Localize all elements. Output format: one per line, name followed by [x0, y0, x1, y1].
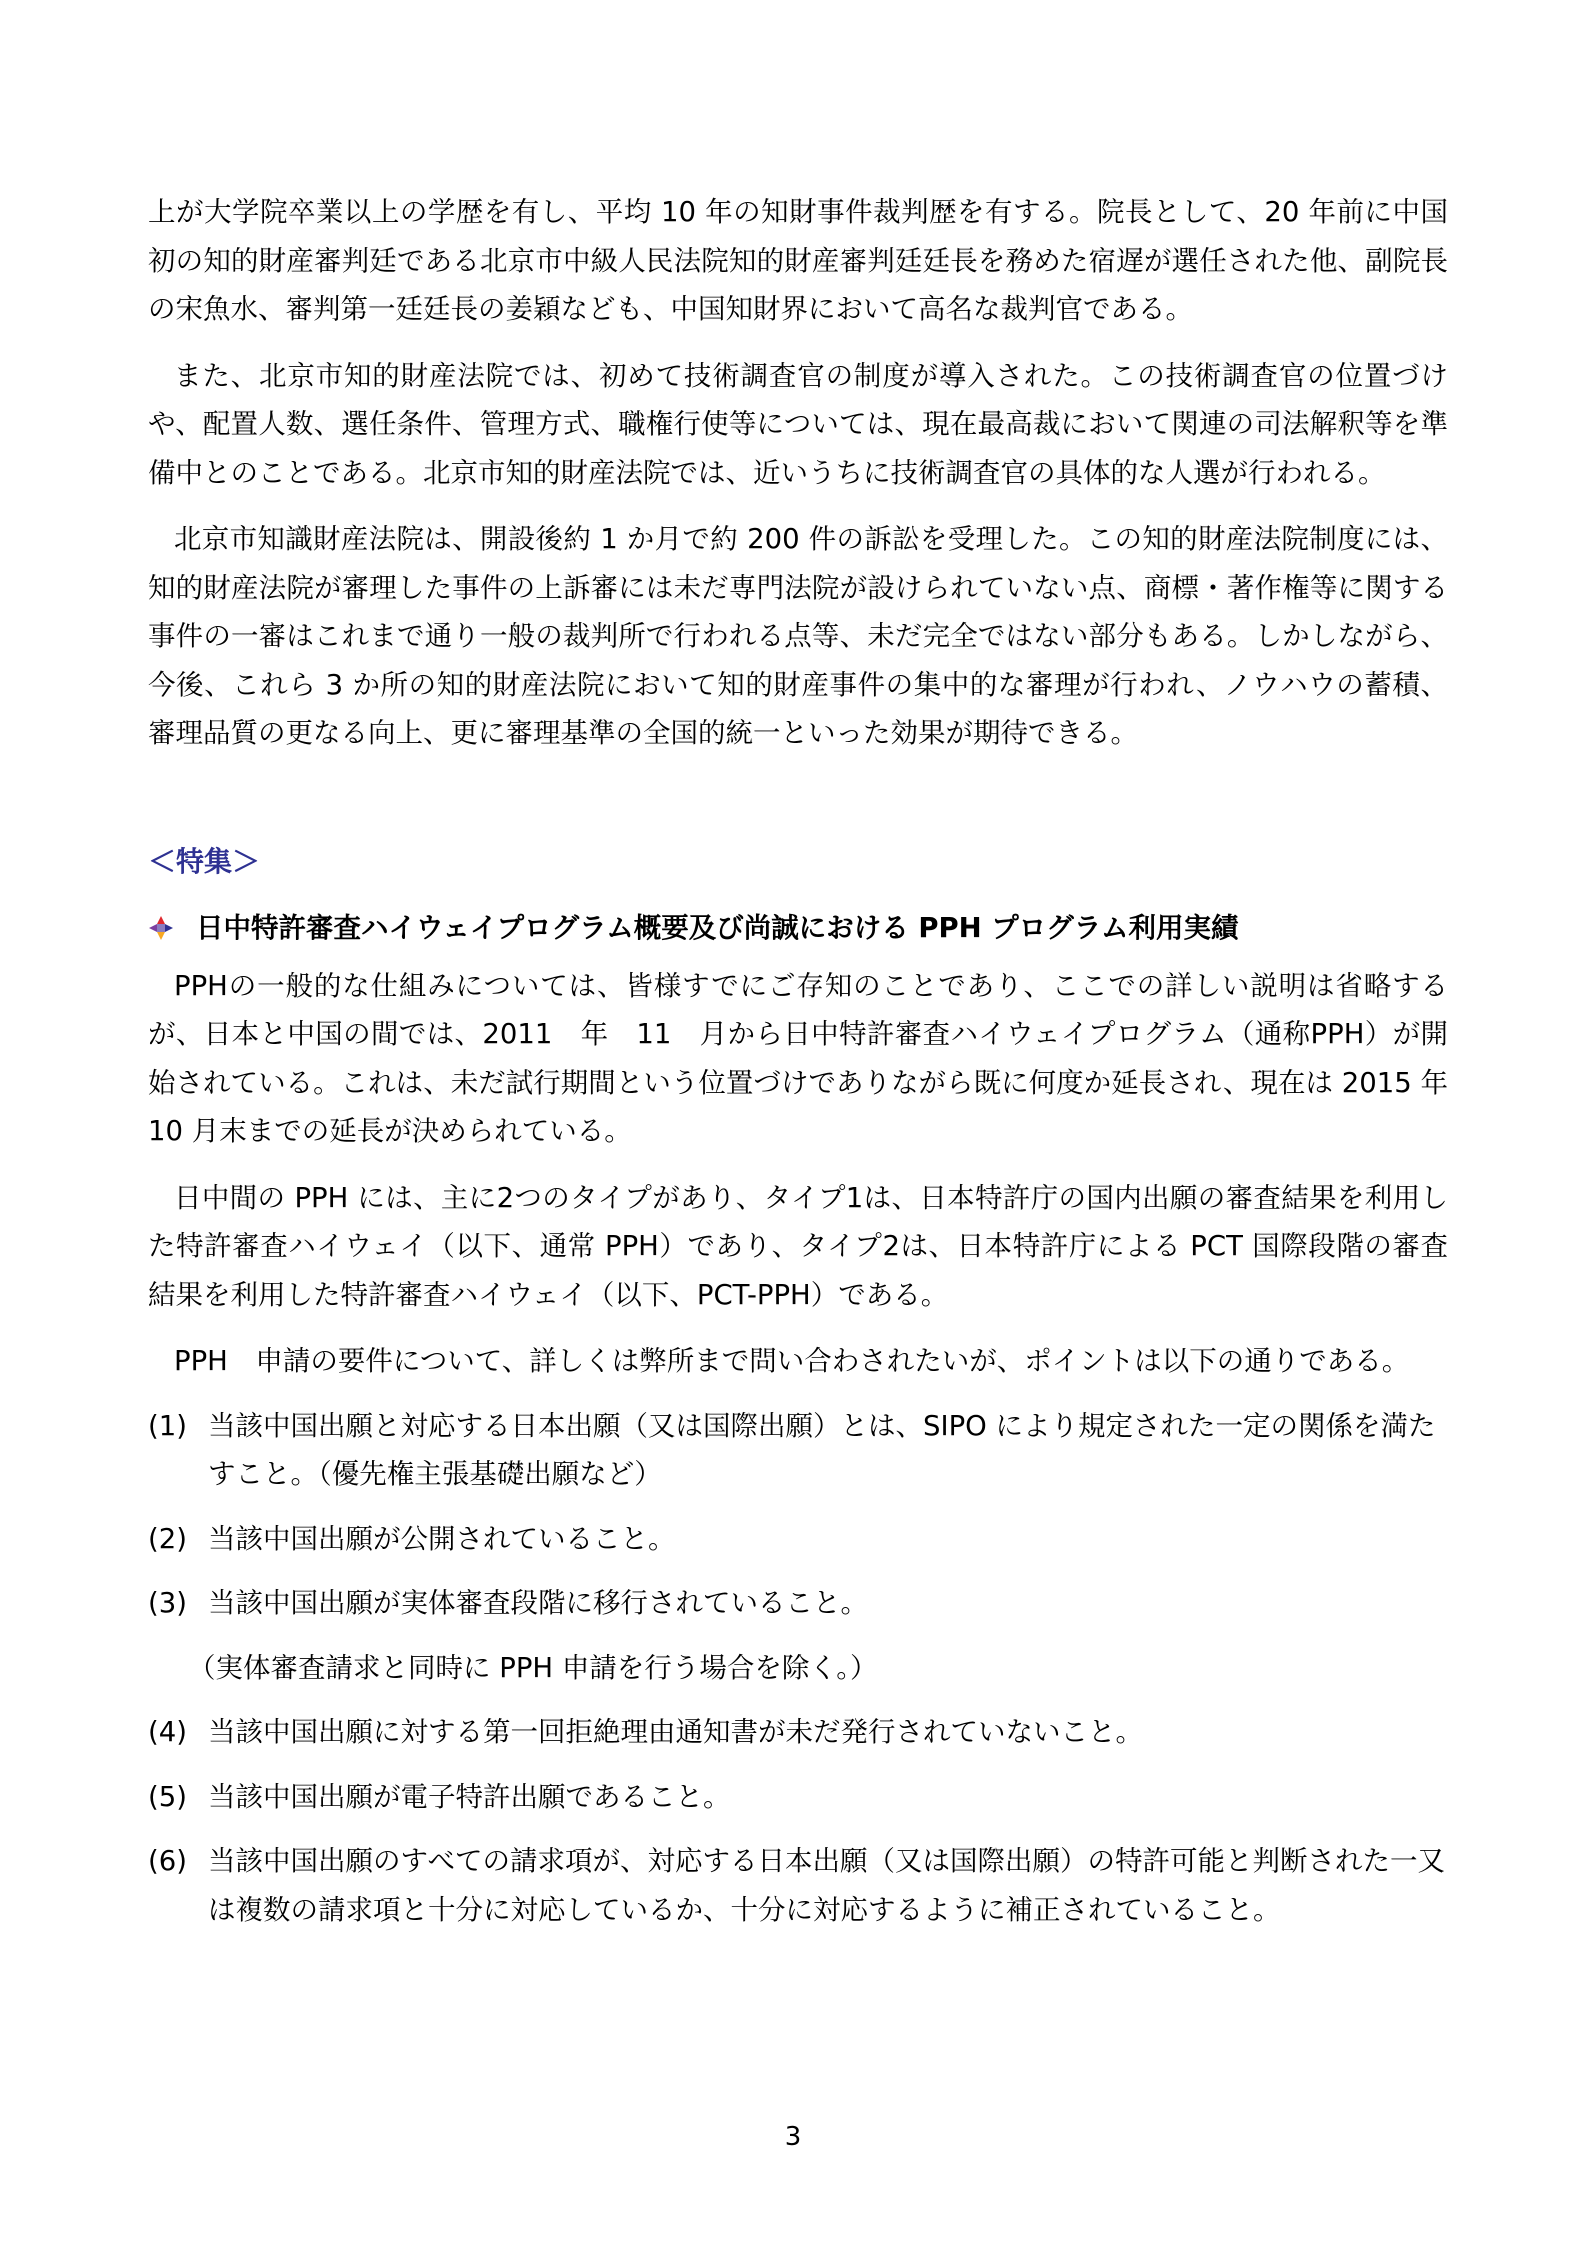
- list-item-number: (6): [148, 1845, 187, 1877]
- list-item: [148, 1515, 1448, 1564]
- feature-heading-text: 日中特許審査ハイウェイプログラム概要及び尚誠における PPH プログラム利用実績: [196, 911, 1239, 944]
- feature-section-label: ＜特集＞: [148, 844, 261, 878]
- intro-paragraph-2: また、北京市知的財産法院では、初めて技術調査官の制度が導入された。この技術調査官の位置づけや、配置人数、選任条件、管理方式、職権行使等については、現在最高裁において関連の司法解釈等を準備中とのことである。北京市知的財産法院では、近いうちに技術調査官の具体的な人選が行われる。: [148, 359, 1448, 489]
- four-color-arrow-bullet-icon: [148, 915, 174, 941]
- list-item-text: 当該中国出願が公開されていること。: [208, 1522, 676, 1555]
- list-item-text: 当該中国出願が電子特許出願であること。: [208, 1780, 731, 1813]
- list-item: [148, 1579, 1448, 1628]
- list-item: [148, 1773, 1448, 1822]
- intro-paragraph-1: 上が大学院卒業以上の学歴を有し、平均 10 年の知財事件裁判歴を有する。院長として、20 年前に中国初の知的財産審判廷である北京市中級人民法院知的財産審判廷廷長を務めた宿遅が選任された他、副院長の宋魚水、審判第一廷廷長の姜穎なども、中国知財界において高名な裁判官である。: [148, 196, 1448, 325]
- list-item: [148, 1402, 1448, 1499]
- feature-paragraph-1: PPHの一般的な仕組みについては、皆様すでにご存知のことであり、ここでの詳しい説明は省略するが、日本と中国の間では、2011 年 11 月から日中特許審査ハイウェイプログラム（通称PPH）が開始されている。これは、未だ試行期間という位置づけでありながら既に何度か延長され、現在は 2015 年 10 月末までの延長が決められている。: [148, 969, 1448, 1147]
- requirement-note: （実体審査請求と同時に PPH 申請を行う場合を除く。）: [188, 1651, 878, 1684]
- feature-paragraph-2: 日中間の PPH には、主に2つのタイプがあり、タイプ1は、日本特許庁の国内出願の審査結果を利用した特許審査ハイウェイ（以下、通常 PPH）であり、タイプ2は、日本特許庁による PCT 国際段階の審査結果を利用した特許審査ハイウェイ（以下、PCT-PPH）である。: [148, 1181, 1448, 1311]
- list-item-number: (2): [148, 1522, 187, 1555]
- document-page: [148, 188, 1448, 1934]
- list-item-text: 当該中国出願が実体審査段階に移行されていること。: [208, 1587, 868, 1619]
- list-item-text: 当該中国出願と対応する日本出願（又は国際出願）とは、SIPO により規定された一定の関係を満たすこと。（優先権主張基礎出願など）: [208, 1409, 1436, 1490]
- list-item-number: (3): [148, 1587, 187, 1619]
- intro-paragraph-3: 北京市知識財産法院は、開設後約 1 か月で約 200 件の訴訟を受理した。この知的財産法院制度には、知的財産法院が審理した事件の上訴審には未だ専門法院が設けられていない点、商標・著作権等に関する事件の一審はこれまで通り一般の裁判所で行われる点等、未だ完全ではない部分もある。しかしながら、今後、これら 3 か所の知的財産法院において知的財産事件の集中的な審理が行われ、ノウハウの蓄積、審理品質の更なる向上、更に審理基準の全国的統一といった効果が期待できる。: [148, 523, 1448, 749]
- page-number: 3: [784, 2122, 802, 2152]
- feature-heading: [148, 904, 1448, 952]
- list-item: [148, 1837, 1448, 1934]
- list-item: [148, 1708, 1448, 1757]
- feature-paragraph-3: PPH 申請の要件について、詳しくは弊所まで問い合わされたいが、ポイントは以下の通りである。: [174, 1345, 1410, 1377]
- list-item-text: 当該中国出願に対する第一回拒絶理由通知書が未だ発行されていないこと。: [208, 1716, 1143, 1748]
- list-item-number: (4): [148, 1716, 187, 1748]
- list-item-text: 当該中国出願のすべての請求項が、対応する日本出願（又は国際出願）の特許可能と判断された一又は複数の請求項と十分に対応しているか、十分に対応するように補正されていること。: [208, 1845, 1445, 1926]
- requirements-list: [148, 1402, 1448, 1935]
- list-item-number: (1): [148, 1409, 187, 1442]
- list-item-number: (5): [148, 1780, 187, 1813]
